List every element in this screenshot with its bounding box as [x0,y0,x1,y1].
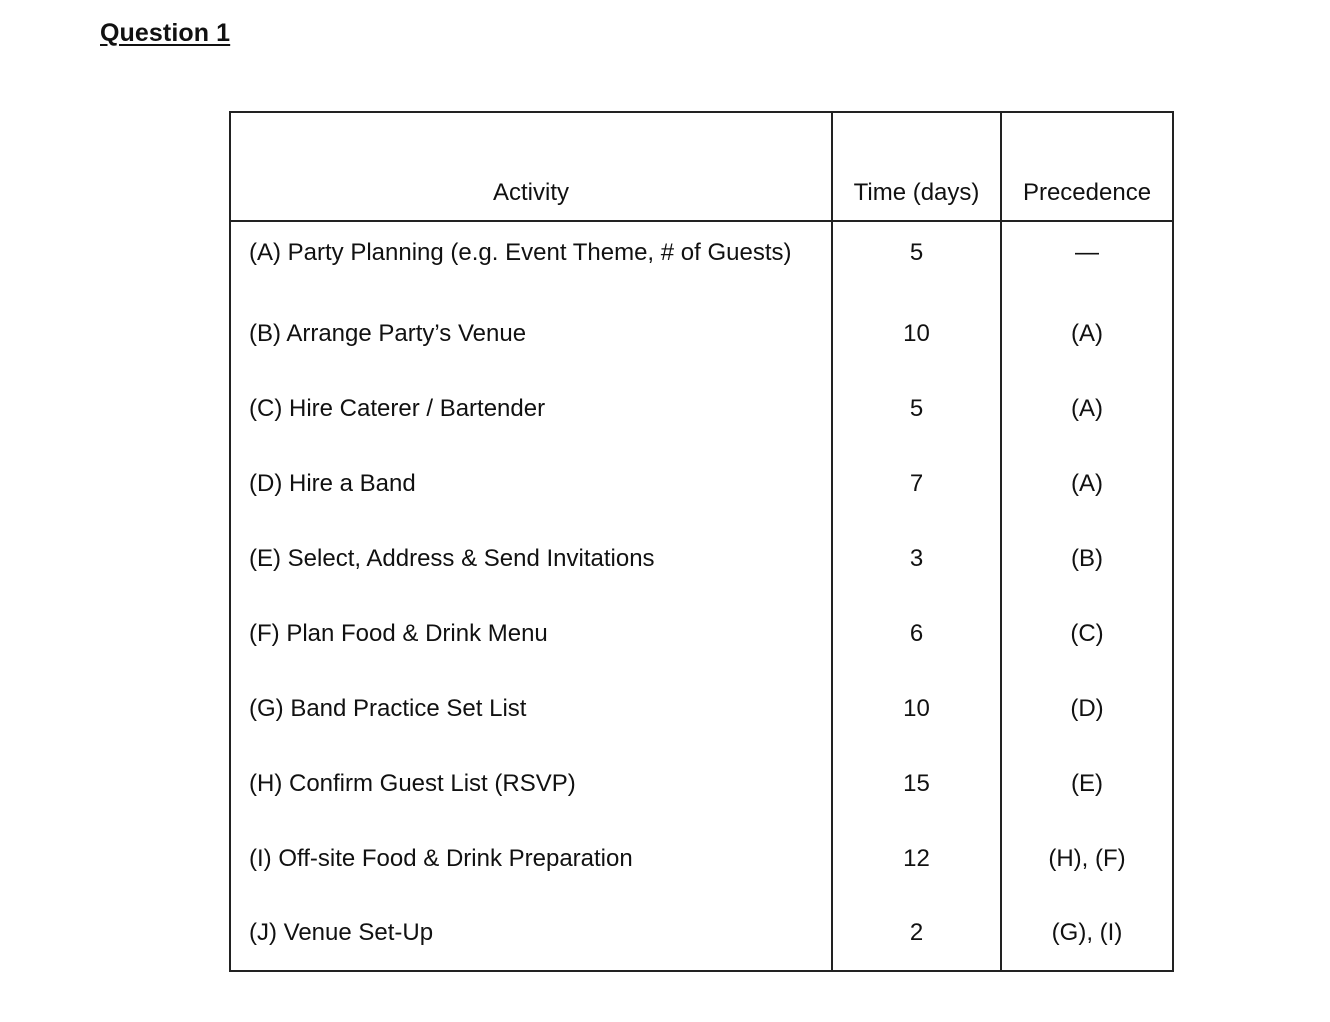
activity-cell: (B) Arrange Party’s Venue [230,296,832,371]
precedence-cell: (A) [1001,296,1173,371]
activity-cell: (D) Hire a Band [230,446,832,521]
activity-cell: (I) Off-site Food & Drink Preparation [230,821,832,896]
activity-cell: (G) Band Practice Set List [230,671,832,746]
column-header-precedence: Precedence [1001,112,1173,221]
activity-cell: (H) Confirm Guest List (RSVP) [230,746,832,821]
time-cell: 5 [832,371,1001,446]
activity-table [229,111,1174,972]
precedence-cell: (G), (I) [1001,896,1173,971]
activity-cell: (J) Venue Set-Up [230,896,832,971]
precedence-cell: (H), (F) [1001,821,1173,896]
precedence-cell: (A) [1001,371,1173,446]
precedence-cell: (B) [1001,521,1173,596]
precedence-cell: — [1001,221,1173,296]
time-cell: 2 [832,896,1001,971]
precedence-cell: (C) [1001,596,1173,671]
time-cell: 5 [832,221,1001,296]
table-row [230,446,1173,521]
question-heading: Question 1 [100,19,231,47]
time-cell: 10 [832,671,1001,746]
table-row [230,221,1173,296]
table-header [230,112,1173,221]
time-cell: 12 [832,821,1001,896]
precedence-cell: (E) [1001,746,1173,821]
activity-cell: (F) Plan Food & Drink Menu [230,596,832,671]
activity-cell: (C) Hire Caterer / Bartender [230,371,832,446]
time-cell: 3 [832,521,1001,596]
table-row [230,896,1173,971]
activity-cell: (E) Select, Address & Send Invitations [230,521,832,596]
table-row [230,821,1173,896]
table-row [230,296,1173,371]
time-cell: 10 [832,296,1001,371]
time-cell: 15 [832,746,1001,821]
time-cell: 7 [832,446,1001,521]
header-row [230,112,1173,221]
column-header-time: Time (days) [832,112,1001,221]
table-row [230,746,1173,821]
table-row [230,671,1173,746]
precedence-cell: (A) [1001,446,1173,521]
column-header-activity: Activity [230,112,832,221]
activity-cell: (A) Party Planning (e.g. Event Theme, # of Guests) [230,221,832,296]
table-row [230,596,1173,671]
table-body [230,221,1173,971]
precedence-cell: (D) [1001,671,1173,746]
table-row [230,521,1173,596]
table-row [230,371,1173,446]
time-cell: 6 [832,596,1001,671]
